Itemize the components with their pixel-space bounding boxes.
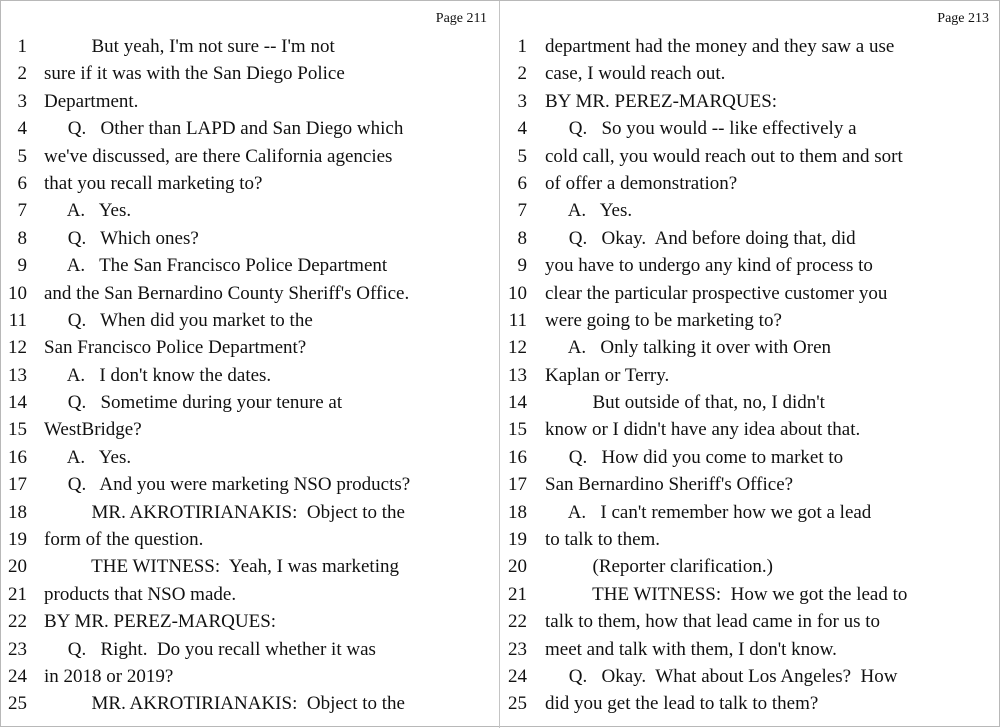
transcript-line bbox=[500, 225, 1000, 252]
line-text: Q. Right. Do you recall whether it was bbox=[44, 638, 376, 660]
transcript-line bbox=[500, 334, 1000, 361]
line-text: were going to be marketing to? bbox=[545, 309, 782, 331]
line-number: 3 bbox=[17, 90, 27, 112]
line-number: 20 bbox=[508, 556, 527, 578]
line-text: of offer a demonstration? bbox=[545, 172, 738, 194]
line-text: Q. How did you come to market to bbox=[545, 446, 844, 468]
line-number: 10 bbox=[508, 282, 527, 304]
transcript-line bbox=[500, 170, 1000, 197]
line-number: 7 bbox=[517, 200, 527, 222]
line-number: 12 bbox=[8, 337, 27, 359]
transcript-line bbox=[1, 197, 499, 224]
transcript-line bbox=[500, 608, 1000, 635]
transcript-line bbox=[500, 197, 1000, 224]
transcript-line bbox=[1, 115, 499, 142]
transcript-line bbox=[500, 60, 1000, 87]
line-text: San Francisco Police Department? bbox=[44, 337, 307, 359]
line-text: Q. Sometime during your tenure at bbox=[44, 392, 343, 414]
line-text: did you get the lead to talk to them? bbox=[545, 693, 819, 715]
line-number: 11 bbox=[8, 309, 27, 331]
line-text: that you recall marketing to? bbox=[44, 172, 263, 194]
line-number: 1 bbox=[517, 36, 527, 57]
transcript-line bbox=[1, 608, 499, 635]
line-text: talk to them, how that lead came in for us to bbox=[545, 611, 881, 633]
line-number: 24 bbox=[8, 665, 27, 687]
line-text: BY MR. PEREZ-MARQUES: bbox=[545, 90, 778, 112]
line-text: (Reporter clarification.) bbox=[545, 556, 773, 578]
line-text: A. I can't remember how we got a lead bbox=[545, 501, 872, 523]
line-text: Department. bbox=[44, 90, 139, 112]
line-number: 25 bbox=[8, 693, 27, 715]
line-text: THE WITNESS: Yeah, I was marketing bbox=[44, 556, 399, 578]
line-number: 5 bbox=[517, 145, 527, 167]
transcript-line bbox=[1, 362, 499, 389]
transcript-line bbox=[1, 389, 499, 416]
page-number-label: Page 211 bbox=[435, 11, 487, 26]
transcript-line bbox=[500, 690, 1000, 717]
line-number: 9 bbox=[517, 255, 527, 277]
line-text: to talk to them. bbox=[545, 529, 661, 551]
line-number: 13 bbox=[508, 364, 527, 386]
line-text: Q. Other than LAPD and San Diego which bbox=[44, 118, 404, 140]
line-number: 23 bbox=[8, 638, 27, 660]
transcript-page-left bbox=[1, 1, 499, 728]
line-text: Q. Okay. What about Los Angeles? How bbox=[545, 665, 898, 687]
line-number: 23 bbox=[508, 638, 527, 660]
line-text: Q. When did you market to the bbox=[44, 309, 313, 331]
line-text: WestBridge? bbox=[44, 419, 142, 441]
transcript-line bbox=[500, 581, 1000, 608]
line-text: Kaplan or Terry. bbox=[545, 364, 670, 386]
line-text: BY MR. PEREZ-MARQUES: bbox=[44, 611, 277, 633]
line-text: and the San Bernardino County Sheriff's Office. bbox=[44, 282, 410, 304]
transcript-line bbox=[1, 280, 499, 307]
transcript-line bbox=[500, 33, 1000, 60]
transcript-line bbox=[500, 526, 1000, 553]
transcript-line bbox=[1, 581, 499, 608]
line-number: 4 bbox=[517, 118, 527, 140]
transcript-line bbox=[1, 636, 499, 663]
line-number: 14 bbox=[508, 392, 527, 414]
line-number: 24 bbox=[508, 665, 527, 687]
transcript-line bbox=[1, 690, 499, 717]
line-number: 7 bbox=[17, 200, 27, 222]
line-number: 6 bbox=[17, 172, 27, 194]
transcript-line bbox=[1, 663, 499, 690]
transcript-page-right bbox=[500, 1, 1000, 728]
line-number: 17 bbox=[508, 474, 527, 496]
line-number: 8 bbox=[517, 227, 527, 249]
line-number: 9 bbox=[17, 255, 27, 277]
line-number: 21 bbox=[8, 583, 27, 605]
transcript-line bbox=[500, 553, 1000, 580]
line-number: 4 bbox=[17, 118, 27, 140]
transcript-line bbox=[1, 416, 499, 443]
line-text: meet and talk with them, I don't know. bbox=[545, 638, 837, 660]
line-text: San Bernardino Sheriff's Office? bbox=[545, 474, 794, 496]
line-text: cold call, you would reach out to them and sort bbox=[545, 145, 903, 167]
line-text: Q. So you would -- like effectively a bbox=[545, 118, 857, 140]
line-text: sure if it was with the San Diego Police bbox=[44, 63, 345, 85]
line-text: you have to undergo any kind of process to bbox=[545, 255, 873, 277]
line-text: Q. And you were marketing NSO products? bbox=[44, 474, 411, 496]
transcript-line bbox=[1, 444, 499, 471]
line-number: 22 bbox=[8, 611, 27, 633]
transcript-line bbox=[1, 252, 499, 279]
line-text: products that NSO made. bbox=[44, 583, 237, 605]
line-text: A. Yes. bbox=[545, 200, 633, 222]
line-text: A. I don't know the dates. bbox=[44, 364, 272, 386]
line-number: 12 bbox=[508, 337, 527, 359]
transcript-line bbox=[500, 471, 1000, 498]
line-text: A. Yes. bbox=[44, 200, 132, 222]
transcript-line bbox=[500, 389, 1000, 416]
line-text: clear the particular prospective customer you bbox=[545, 282, 888, 304]
transcript-line bbox=[1, 553, 499, 580]
transcript-line bbox=[1, 225, 499, 252]
line-number: 22 bbox=[508, 611, 527, 633]
transcript-line bbox=[500, 88, 1000, 115]
line-text: MR. AKROTIRIANAKIS: Object to the bbox=[44, 501, 405, 523]
transcript-line bbox=[500, 444, 1000, 471]
line-text: A. Only talking it over with Oren bbox=[545, 337, 832, 359]
transcript-line bbox=[1, 471, 499, 498]
line-text: A. The San Francisco Police Department bbox=[44, 255, 388, 277]
line-text: form of the question. bbox=[44, 529, 204, 551]
line-text: department had the money and they saw a use bbox=[545, 36, 895, 57]
line-text: Q. Which ones? bbox=[44, 227, 199, 249]
transcript-line bbox=[500, 143, 1000, 170]
line-text: But yeah, I'm not sure -- I'm not bbox=[44, 36, 335, 57]
line-text: MR. AKROTIRIANAKIS: Object to the bbox=[44, 693, 405, 715]
line-text: Q. Okay. And before doing that, did bbox=[545, 227, 856, 249]
line-number: 20 bbox=[8, 556, 27, 578]
line-number: 14 bbox=[8, 392, 27, 414]
line-number: 11 bbox=[508, 309, 527, 331]
transcript-line bbox=[1, 143, 499, 170]
line-number: 25 bbox=[508, 693, 527, 715]
transcript-line bbox=[1, 526, 499, 553]
transcript-line bbox=[500, 663, 1000, 690]
line-number: 1 bbox=[17, 36, 27, 57]
line-number: 19 bbox=[8, 529, 27, 551]
line-number: 16 bbox=[508, 446, 527, 468]
line-text: know or I didn't have any idea about that. bbox=[545, 419, 861, 441]
line-list bbox=[500, 33, 1000, 718]
transcript-line bbox=[1, 33, 499, 60]
transcript-line bbox=[1, 88, 499, 115]
transcript-line bbox=[500, 307, 1000, 334]
line-list bbox=[1, 33, 499, 718]
line-number: 2 bbox=[17, 63, 27, 85]
transcript-line bbox=[1, 60, 499, 87]
line-number: 13 bbox=[8, 364, 27, 386]
transcript-line bbox=[500, 362, 1000, 389]
transcript-line bbox=[1, 499, 499, 526]
line-number: 15 bbox=[508, 419, 527, 441]
transcript-line bbox=[500, 252, 1000, 279]
line-number: 5 bbox=[17, 145, 27, 167]
line-number: 16 bbox=[8, 446, 27, 468]
line-number: 15 bbox=[8, 419, 27, 441]
line-number: 19 bbox=[508, 529, 527, 551]
transcript-line bbox=[500, 280, 1000, 307]
line-number: 17 bbox=[8, 474, 27, 496]
line-number: 10 bbox=[8, 282, 27, 304]
transcript-line bbox=[1, 334, 499, 361]
line-text: A. Yes. bbox=[44, 446, 132, 468]
line-text: THE WITNESS: How we got the lead to bbox=[545, 583, 908, 605]
transcript-line bbox=[500, 115, 1000, 142]
line-number: 3 bbox=[517, 90, 527, 112]
line-text: case, I would reach out. bbox=[545, 63, 726, 85]
transcript-line bbox=[500, 416, 1000, 443]
transcript-line bbox=[1, 170, 499, 197]
line-number: 18 bbox=[508, 501, 527, 523]
transcript-line bbox=[1, 307, 499, 334]
line-number: 6 bbox=[517, 172, 527, 194]
line-number: 18 bbox=[8, 501, 27, 523]
page-number-label: Page 213 bbox=[937, 11, 989, 26]
transcript-line bbox=[500, 636, 1000, 663]
line-text: in 2018 or 2019? bbox=[44, 665, 174, 687]
transcript-line bbox=[500, 499, 1000, 526]
line-text: But outside of that, no, I didn't bbox=[545, 392, 825, 414]
line-number: 2 bbox=[517, 63, 527, 85]
line-text: we've discussed, are there California agencies bbox=[44, 145, 393, 167]
line-number: 21 bbox=[508, 583, 527, 605]
line-number: 8 bbox=[17, 227, 27, 249]
